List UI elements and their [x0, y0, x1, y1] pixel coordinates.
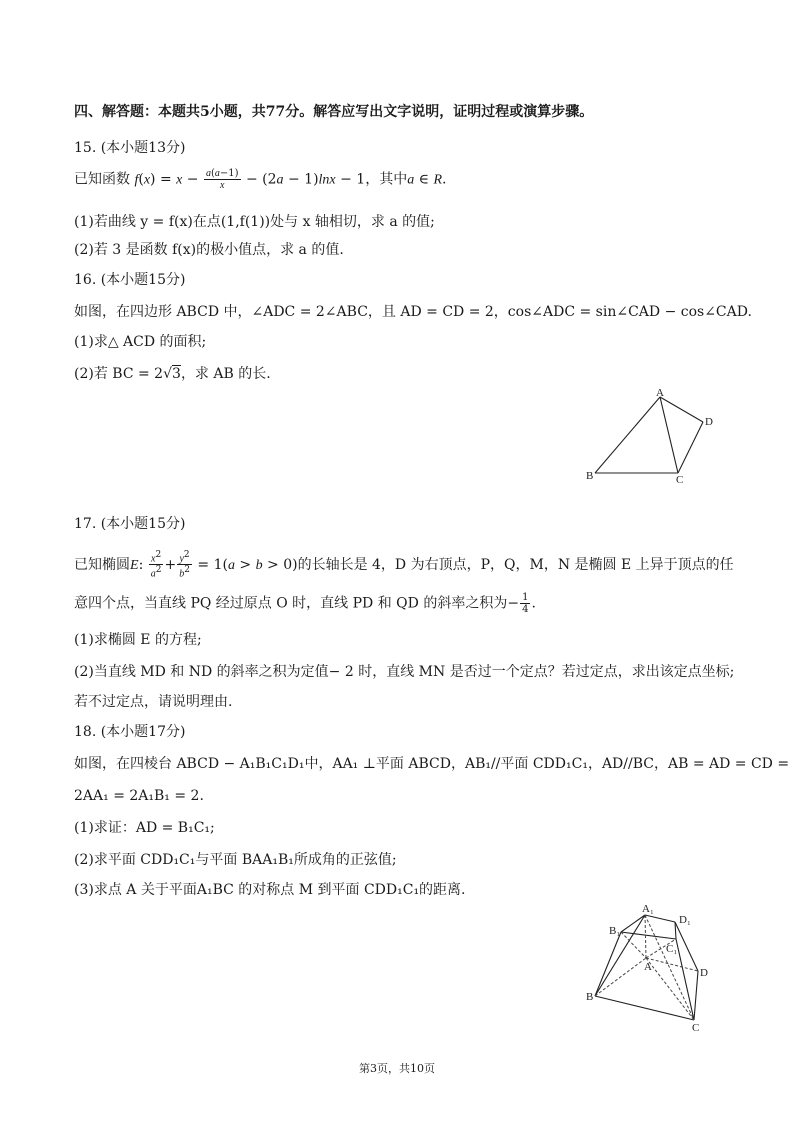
label-c1: C₁ — [666, 943, 678, 955]
label-d: D — [705, 416, 713, 428]
label-d: D — [700, 967, 708, 979]
q16-part2-prefix: (2)若 BC = 2 — [74, 366, 164, 382]
q18-stem-line1: 如图，在四棱台 ABCD − A₁B₁C₁D₁中，AA₁ ⊥平面 ABCD，AB₁//平面 CDD₁C₁，AD//BC，AB = AD = CD = — [74, 756, 790, 772]
label-a: A — [656, 387, 664, 399]
edge-dc — [678, 422, 703, 473]
q15-stem: 已知函数 f(x) = x − $\frac{a(a-1)}{x}$ − (2a − 1)lnx − 1，其中a ∈ R. — [74, 168, 447, 191]
edge-a1b1 — [621, 915, 645, 932]
quadrilateral-figure — [585, 385, 725, 485]
section-header: 四、解答题：本题共5小题，共77分。解答应写出文字说明，证明过程或演算步骤。 — [74, 104, 594, 120]
q16-part1: (1)求△ ACD 的面积; — [74, 334, 207, 350]
edge-ad — [660, 397, 703, 422]
q17-part1: (1)求椭圆 E 的方程; — [74, 632, 202, 648]
q16-stem: 如图，在四边形 ABCD 中，∠ADC = 2∠ABC，且 AD = CD = 2，cos∠ADC = sin∠CAD − cos∠CAD. — [74, 304, 752, 320]
label-a1: A₁ — [642, 903, 654, 915]
q18-part3: (3)求点 A 关于平面A₁BC 的对称点 M 到平面 CDD₁C₁的距离. — [74, 882, 466, 898]
q15-part1: (1)若曲线 y = f(x)在点(1,f(1))处与 x 轴相切，求 a 的值; — [74, 214, 435, 230]
edge-dc — [694, 971, 698, 1020]
q15-heading: 15. (本小题13分) — [74, 140, 186, 156]
frustum-figure — [582, 902, 722, 1034]
q18-part2: (2)求平面 CDD₁C₁与平面 BAA₁B₁所成角的正弦值; — [74, 852, 397, 868]
label-d1: D₁ — [679, 914, 691, 926]
q15-stem-suffix: ，其中 — [365, 171, 408, 188]
label-a: A — [644, 961, 652, 973]
page-footer: 第3页，共10页 — [359, 1062, 435, 1075]
edge-ab — [595, 397, 660, 473]
label-c: C — [692, 1022, 700, 1034]
edge-b1a — [621, 932, 646, 958]
q17-heading: 17. (本小题15分) — [74, 516, 186, 532]
q15-fraction: $\frac{a(a-1)}{x}$ — [205, 168, 239, 191]
q17-stem-prefix: 已知椭圆 — [74, 556, 130, 573]
edge-a1d1 — [645, 915, 675, 922]
edge-a1c — [645, 915, 694, 1020]
edge-a1a — [645, 915, 646, 958]
q17-part2-line2: 若不过定点，请说明理由. — [74, 694, 233, 710]
q17-stem-mid: 的长轴长是 4，D 为右顶点，P，Q，M，N 是椭圆 E 上异于顶点的任 — [297, 556, 734, 573]
q17-stem-line1: 已知椭圆E: $\frac{x^2}{a^2}$ + $\frac{y^2}{b^2}$ = 1(a > b > 0)的长轴长是 4，D 为右顶点，P，Q，M，N 是椭圆 E 上异于顶点的任 — [74, 550, 734, 580]
sqrt3: √3 — [163, 366, 181, 382]
edge-c1c — [676, 939, 694, 1020]
q16-heading: 16. (本小题15分) — [74, 272, 186, 288]
label-b: B — [586, 991, 594, 1003]
edge-bc — [595, 996, 694, 1020]
q16-part2 — [74, 364, 271, 384]
q15-part2: (2)若 3 是函数 f(x)的极小值点，求 a 的值. — [74, 242, 344, 258]
edge-b1c1 — [621, 932, 676, 939]
q16-part2-suffix: ，求 AB 的长. — [180, 366, 271, 382]
q17-stem-line2-prefix: 意四个点，当直线 PQ 经过原点 O 时，直线 PD 和 QD 的斜率之积为− — [74, 595, 520, 612]
q18-heading: 18. (本小题17分) — [74, 724, 186, 740]
label-b1: B₁ — [609, 925, 621, 937]
q18-stem-line2: 2AA₁ = 2A₁B₁ = 2. — [74, 788, 204, 804]
q18-part1: (1)求证：AD = B₁C₁; — [74, 820, 215, 836]
label-c: C — [676, 474, 684, 485]
q15-stem-prefix: 已知函数 — [74, 171, 130, 188]
label-b: B — [586, 470, 594, 482]
edge-d1d — [675, 922, 698, 971]
q17-stem-line2: 意四个点，当直线 PQ 经过原点 O 时，直线 PD 和 QD 的斜率之积为− $\frac{1}{4}$ . — [74, 592, 536, 615]
edge-ac — [660, 397, 678, 473]
q17-part2-line1: (2)当直线 MD 和 ND 的斜率之积为定值− 2 时，直线 MN 是否过一个定点？若过定点，求出该定点坐标; — [74, 664, 735, 680]
edge-ad — [646, 958, 698, 971]
